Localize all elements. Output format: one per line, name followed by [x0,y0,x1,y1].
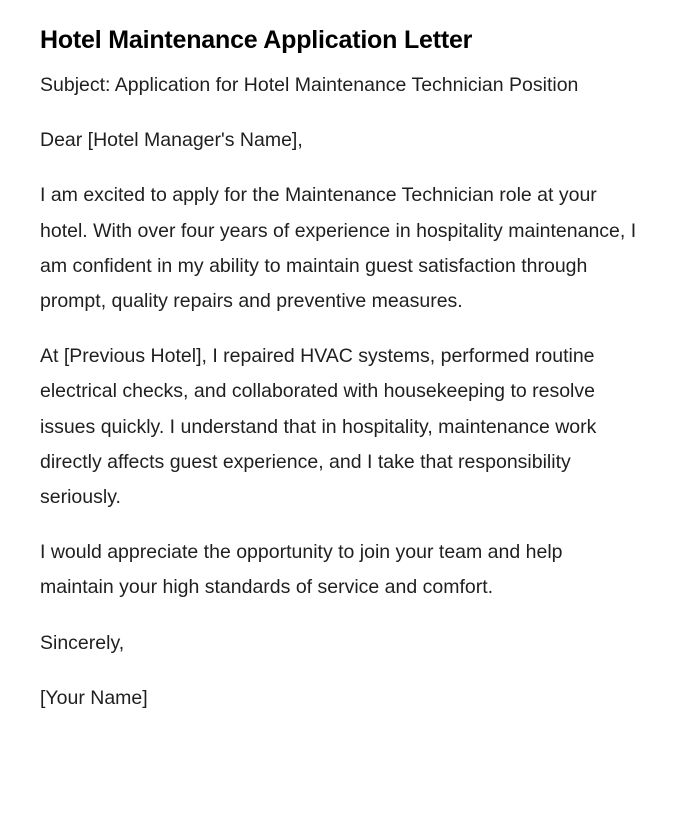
letter-subject: Subject: Application for Hotel Maintenance Technician Position [40,74,579,96]
letter-closing: Sincerely, [40,631,125,654]
letter-paragraph-closing: I would appreciate the opportunity to join your team and help maintain your high standards of service and comfort. [40,541,563,599]
letter-title: Hotel Maintenance Application Letter [40,26,473,54]
letter-salutation: Dear [Hotel Manager's Name], [40,129,303,152]
letter-signature: [Your Name] [40,686,148,709]
letter-paragraph-experience: At [Previous Hotel], I repaired HVAC systems, performed routine electrical checks, and collaborated with housekeeping to resolve issues quickly. I understand that in hospitality, maintenance work directly affects guest experience, and I take that responsibility seriously. [40,345,597,509]
letter-document [40,22,640,736]
letter-paragraph-intro: I am excited to apply for the Maintenance Technician role at your hotel. With over four years of experience in hospitality maintenance, I am confident in my ability to maintain guest satisfaction through prompt, quality repairs and preventive measures. [40,184,637,313]
